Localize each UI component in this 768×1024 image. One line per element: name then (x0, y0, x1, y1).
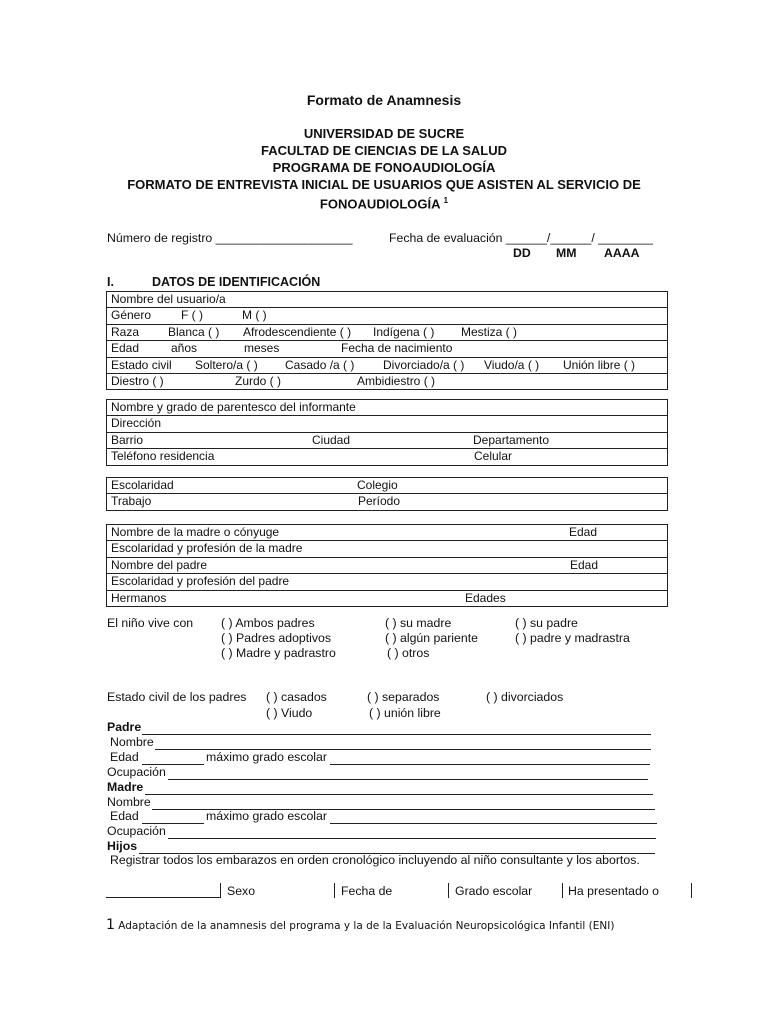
identification-table (106, 291, 668, 390)
option-su-madre[interactable]: ( ) su madre (385, 616, 452, 630)
checkbox-diestro[interactable]: Diestro ( ) (111, 373, 164, 388)
padre-edad-label: Edad (110, 750, 139, 764)
col-sexo: Sexo (227, 884, 256, 898)
row-edad (107, 341, 667, 357)
col-divider-3 (448, 883, 449, 898)
madre-ocupacion-line[interactable] (168, 838, 656, 839)
madre-nombre-label: Nombre (107, 795, 151, 809)
checkbox-genero-f[interactable]: F ( ) (181, 308, 203, 323)
header-program: PROGRAMA DE FONOAUDIOLOGÍA (272, 160, 496, 175)
madre-ocupacion-label: Ocupación (107, 824, 166, 838)
registro-field[interactable]: Número de registro ____________________ (107, 231, 353, 245)
label-nombre-usuario: Nombre del usuario/a (111, 292, 226, 306)
row-raza (107, 325, 667, 341)
label-escolaridad: Escolaridad (111, 478, 174, 492)
label-barrio: Barrio (111, 432, 144, 447)
date-dd-label: DD (513, 246, 531, 260)
col-grado-escolar: Grado escolar (455, 884, 533, 898)
label-escolaridad-padre: Escolaridad y profesión del padre (111, 574, 290, 589)
option-casados[interactable]: ( ) casados (266, 690, 327, 704)
row-escolaridad-padre[interactable] (107, 574, 667, 590)
col-fecha: Fecha de (341, 884, 393, 898)
label-direccion: Dirección (111, 416, 162, 431)
label-anos: años (171, 341, 198, 356)
header-format-cont (0, 193, 768, 213)
hijos-table-first-col-line[interactable] (106, 897, 220, 898)
row-hermanos (107, 591, 667, 606)
row-direccion[interactable] (107, 416, 667, 432)
date-aaaa-label: AAAA (604, 246, 640, 260)
label-hermanos: Hermanos (111, 590, 167, 605)
label-departamento: Departamento (473, 432, 550, 447)
col-divider-5 (691, 883, 692, 898)
label-fecha-nacimiento: Fecha de nacimiento (341, 341, 453, 356)
option-ambos-padres[interactable]: ( ) Ambos padres (221, 616, 315, 630)
row-escolaridad (107, 478, 667, 494)
label-trabajo: Trabajo (111, 494, 152, 509)
header-faculty: FACULTAD DE CIENCIAS DE LA SALUD (260, 143, 508, 158)
label-edades: Edades (465, 590, 506, 605)
option-algun-pariente[interactable]: ( ) algún pariente (385, 631, 478, 645)
label-telefono: Teléfono residencia (111, 449, 215, 464)
option-divorciados[interactable]: ( ) divorciados (486, 690, 564, 704)
row-estado-civil (107, 358, 667, 374)
label-edad-padre: Edad (570, 557, 599, 572)
label-celular: Celular (474, 449, 513, 464)
hijos-heading: Hijos (107, 839, 138, 853)
col-ha-presentado: Ha presentado o (568, 884, 659, 898)
col-divider-2 (334, 883, 335, 898)
family-table (106, 524, 668, 607)
label-periodo: Período (358, 494, 401, 509)
padre-heading: Padre (107, 720, 142, 734)
row-escolaridad-madre[interactable] (107, 541, 667, 557)
checkbox-divorciado[interactable]: Divorciado/a ( ) (383, 357, 465, 372)
madre-max-grado-line[interactable] (330, 823, 657, 824)
padre-max-grado-line[interactable] (330, 764, 650, 765)
option-madre-padrastro[interactable]: ( ) Madre y padrastro (221, 646, 336, 660)
document-title: Formato de Anamnesis (306, 92, 462, 108)
madre-line[interactable] (145, 794, 653, 795)
checkbox-soltero[interactable]: Soltero/a ( ) (195, 357, 258, 372)
section-number: I. (107, 275, 114, 289)
label-nombre-madre: Nombre de la madre o cónyuge (111, 525, 280, 539)
checkbox-genero-m[interactable]: M ( ) (242, 308, 267, 323)
option-su-padre[interactable]: ( ) su padre (515, 616, 578, 630)
madre-max-grado-label: máximo grado escolar (206, 809, 327, 823)
checkbox-ambidiestro[interactable]: Ambidiestro ( ) (357, 373, 436, 388)
padre-ocupacion-line[interactable] (168, 779, 648, 780)
checkbox-union-libre[interactable]: Unión libre ( ) (563, 357, 636, 372)
fecha-evaluacion-field[interactable]: Fecha de evaluación ______/______/ ________ (389, 231, 653, 245)
checkbox-viudo[interactable]: Viudo/a ( ) (484, 357, 540, 372)
checkbox-indigena[interactable]: Indígena ( ) (373, 324, 435, 339)
row-madre (107, 525, 667, 541)
madre-edad-label: Edad (110, 809, 139, 823)
row-informante[interactable] (107, 400, 667, 416)
header-format: FORMATO DE ENTREVISTA INICIAL DE USUARIOS QUE ASISTEN AL SERVICIO DE (127, 177, 641, 192)
school-table (106, 477, 668, 511)
label-raza: Raza (111, 324, 140, 339)
col-divider-4 (562, 883, 563, 898)
option-padre-madrastra[interactable]: ( ) padre y madrastra (515, 631, 630, 645)
option-viudo[interactable]: ( ) Viudo (266, 706, 313, 720)
option-padres-adoptivos[interactable]: ( ) Padres adoptivos (221, 631, 332, 645)
label-edad-madre: Edad (569, 525, 598, 539)
label-escolaridad-madre: Escolaridad y profesión de la madre (111, 541, 303, 556)
padre-line[interactable] (142, 734, 651, 735)
footnote (106, 917, 614, 933)
row-genero (107, 308, 667, 324)
footnote-text: Adaptación de la anamnesis del programa y la de la Evaluación Neuropsicológica Infantil (ENI) (118, 920, 615, 932)
checkbox-casado[interactable]: Casado /a ( ) (285, 357, 355, 372)
footnote-number: 1 (106, 917, 115, 933)
row-trabajo (107, 494, 667, 509)
label-ciudad: Ciudad (312, 432, 351, 447)
label-nombre-padre: Nombre del padre (111, 557, 208, 572)
padre-nombre-label: Nombre (110, 735, 154, 749)
padre-max-grado-label: máximo grado escolar (206, 750, 327, 764)
option-union-libre[interactable]: ( ) unión libre (369, 706, 441, 720)
label-edad: Edad (111, 341, 140, 356)
informant-table (106, 399, 668, 466)
hijos-instruction: Registrar todos los embarazos en orden cronológico incluyendo al niño consultante y los abortos. (110, 853, 640, 867)
section-title: DATOS DE IDENTIFICACIÓN (152, 275, 321, 289)
label-genero: Género (111, 308, 152, 323)
header-fono: FONOAUDIOLOGÍA (319, 196, 441, 212)
madre-heading: Madre (107, 780, 144, 794)
label-informante: Nombre y grado de parentesco del informante (111, 400, 356, 414)
estado-padres-label: Estado civil de los padres (107, 690, 247, 704)
col-divider-1 (220, 883, 221, 898)
option-separados[interactable]: ( ) separados (367, 690, 440, 704)
vive-con-label: El niño vive con (107, 616, 194, 630)
option-otros[interactable]: ( ) otros (387, 646, 430, 660)
row-padre (107, 558, 667, 574)
label-estado-civil: Estado civil (111, 357, 172, 372)
row-barrio (107, 433, 667, 449)
padre-ocupacion-label: Ocupación (107, 765, 166, 779)
label-meses: meses (244, 341, 280, 356)
checkbox-blanca[interactable]: Blanca ( ) (168, 324, 220, 339)
row-telefono (107, 449, 667, 464)
checkbox-mestiza[interactable]: Mestiza ( ) (461, 324, 518, 339)
row-nombre-usuario[interactable] (107, 292, 667, 308)
label-colegio: Colegio (357, 478, 398, 492)
checkbox-afrodescendiente[interactable]: Afrodescendiente ( ) (243, 324, 352, 339)
footnote-mark: 1 (443, 196, 449, 205)
header-university: UNIVERSIDAD DE SUCRE (303, 126, 465, 141)
checkbox-zurdo[interactable]: Zurdo ( ) (235, 373, 282, 388)
date-mm-label: MM (556, 246, 577, 260)
row-lateralidad (107, 374, 667, 389)
